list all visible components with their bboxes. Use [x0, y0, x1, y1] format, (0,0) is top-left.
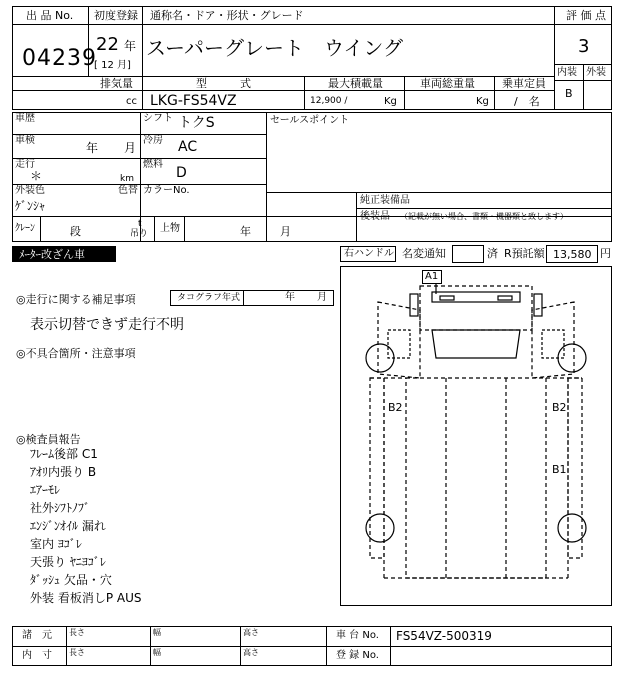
- defects-title: ◎不具合箇所・注意事項: [16, 347, 136, 360]
- inspection-year: 年: [86, 141, 99, 155]
- right-handle-text: 右ハンドル: [344, 248, 394, 259]
- recycle-deposit-label: R預託額: [504, 247, 545, 260]
- fuel-label: 燃料: [143, 159, 163, 170]
- crane-label: ｸﾚｰﾝ: [15, 223, 35, 234]
- length-label-2: 長さ: [69, 648, 85, 657]
- right-handle-box: [340, 246, 396, 262]
- list-item: 外装 看板消しP AUS: [30, 591, 142, 605]
- model-code: LKG-FS54VZ: [150, 93, 237, 109]
- upper-month: 月: [280, 225, 291, 238]
- upper-label: 上物: [160, 223, 180, 234]
- grade-label: 評 価 点: [566, 9, 606, 22]
- recycle-deposit-box: [546, 245, 598, 263]
- meter-tamper-badge: [12, 246, 116, 262]
- running-notes-title: ◎走行に関する補足事項: [16, 293, 136, 306]
- divider: [390, 626, 391, 666]
- recycle-deposit-value: 13,580: [553, 248, 592, 261]
- length-label: 長さ: [69, 628, 85, 637]
- tachograph-label: タコグラフ年式: [177, 293, 241, 303]
- fuel-value: D: [176, 165, 187, 181]
- chassis-number: FS54VZ-500319: [396, 629, 492, 643]
- first-reg-label: 初度登録: [94, 9, 138, 22]
- chassis-label: 車 台 No.: [336, 630, 379, 641]
- max-load-value: 12,900 /: [310, 96, 348, 106]
- genuine-equipment-label: 純正装備品: [360, 195, 410, 206]
- divider: [266, 112, 267, 242]
- interior-label: 内装: [557, 67, 577, 78]
- damage-mark-a1: [422, 270, 442, 284]
- divider: [142, 6, 143, 110]
- capacity-label: 乗車定員: [502, 77, 546, 90]
- divider: [326, 626, 327, 666]
- damage-mark-b2-left: B2: [388, 401, 403, 414]
- inspection-month: 月: [124, 141, 137, 155]
- overall-grade: 3: [578, 36, 590, 57]
- specs-label: 諸 元: [22, 630, 52, 641]
- crane-ton: t: [138, 219, 142, 229]
- mark-label: A1: [425, 271, 439, 282]
- divider: [554, 6, 555, 110]
- list-item: ｱｵﾘ内張り B: [30, 465, 97, 479]
- height-label-2: 高さ: [243, 648, 259, 657]
- divider: [12, 134, 266, 135]
- divider: [12, 184, 266, 185]
- divider: [12, 158, 266, 159]
- divider: [356, 192, 357, 242]
- crane-lift: 吊り: [130, 229, 149, 239]
- damage-mark-b2-right: B2: [552, 401, 567, 414]
- shift-label: シフト: [143, 113, 173, 124]
- exterior-color-value: ｹﾞﾝｼｬ: [15, 199, 46, 213]
- crane-stages: 段: [70, 225, 81, 238]
- aftermarket-label: 後装品: [360, 211, 390, 222]
- divider: [66, 626, 67, 666]
- aftermarket-note: （記載が無い場合、書類・機器類と致します）: [400, 212, 568, 221]
- lot-number: 04239: [22, 46, 97, 71]
- interior-grade: B: [565, 87, 573, 100]
- list-item: ｴｱｰﾓﾚ: [30, 483, 61, 497]
- truck-outline-icon: [340, 266, 612, 606]
- history-label: 車歴: [15, 113, 35, 124]
- height-label: 高さ: [243, 628, 259, 637]
- reg-year: 22: [96, 34, 119, 55]
- max-load-unit: Kg: [384, 96, 397, 107]
- divider: [240, 626, 241, 666]
- mileage-label: 走行: [15, 159, 35, 170]
- divider: [404, 76, 405, 110]
- tachograph-month: 月: [317, 292, 327, 303]
- inspector-report-title: ◎検査員報告: [16, 433, 81, 446]
- mileage-unit: km: [120, 174, 134, 184]
- divider: [583, 64, 584, 110]
- exterior-color-label: 外装色: [15, 185, 45, 196]
- divider: [266, 192, 612, 193]
- sales-point-label: セールスポイント: [270, 115, 350, 126]
- divider: [356, 208, 612, 209]
- model-label: 型 式: [196, 77, 251, 90]
- list-item: 室内 ﾖｺﾞﾚ: [30, 537, 82, 551]
- width-label-2: 幅: [153, 648, 161, 657]
- tachograph-year: 年: [285, 292, 295, 303]
- lot-label: 出 品 No.: [26, 9, 74, 22]
- divider: [154, 216, 155, 242]
- name-label: 通称名・ドア・形状・グレード: [150, 9, 304, 22]
- divider: [494, 76, 495, 110]
- divider: [184, 216, 185, 242]
- divider: [12, 24, 554, 25]
- divider: [12, 90, 554, 91]
- list-item: ﾀﾞｯｼｭ 欠品・穴: [30, 573, 112, 587]
- inspection-label: 車検: [15, 135, 35, 146]
- mileage-value: ＊: [30, 169, 43, 183]
- meter-tamper-text: ﾒｰﾀｰ改ざん車: [19, 248, 85, 261]
- displacement-unit: cc: [126, 96, 137, 107]
- divider: [304, 76, 305, 110]
- divider: [40, 216, 41, 242]
- divider: [243, 291, 244, 305]
- registration-label: 登 録 No.: [336, 650, 379, 661]
- color-no-label: カラーNo.: [143, 185, 190, 196]
- name-change-box: [452, 245, 484, 263]
- divider: [150, 626, 151, 666]
- gross-weight-unit: Kg: [476, 96, 489, 107]
- list-item: 天張り ﾔﾆﾖｺﾞﾚ: [30, 555, 106, 569]
- reg-month: [ 12 月]: [94, 60, 131, 71]
- gross-weight-label: 車両総重量: [420, 77, 475, 90]
- upper-year: 年: [240, 225, 251, 238]
- list-item: 社外ｼﾌﾄﾉﾌﾞ: [30, 501, 91, 515]
- tachograph-box: [170, 290, 334, 306]
- running-note-text: 表示切替できず走行不明: [30, 317, 184, 333]
- shift-value: トクS: [178, 115, 215, 131]
- color-change-label: 色替: [118, 185, 138, 196]
- name-change-label: 名変通知: [402, 247, 446, 260]
- divider: [12, 646, 612, 647]
- exterior-label: 外装: [586, 67, 606, 78]
- displacement-label: 排気量: [100, 77, 133, 90]
- list-item: ﾌﾚｰﾑ後部 C1: [30, 447, 98, 461]
- ac-label: 冷房: [143, 135, 163, 146]
- list-item: ｴﾝｼﾞﾝｵｲﾙ 漏れ: [30, 519, 106, 533]
- reg-year-unit: 年: [124, 39, 137, 53]
- done-label: 済: [487, 247, 498, 260]
- inner-dim-label: 内 寸: [22, 650, 52, 661]
- specs-frame: [12, 112, 612, 242]
- width-label: 幅: [153, 628, 161, 637]
- ac-value: AC: [178, 139, 198, 155]
- car-name: スーパーグレート ウイング: [146, 36, 403, 60]
- divider: [554, 24, 612, 25]
- damage-mark-b1: B1: [552, 463, 567, 476]
- max-load-label: 最大積載量: [328, 77, 383, 90]
- capacity-value: / 名: [514, 95, 540, 108]
- divider: [554, 80, 612, 81]
- yen-label: 円: [600, 247, 611, 260]
